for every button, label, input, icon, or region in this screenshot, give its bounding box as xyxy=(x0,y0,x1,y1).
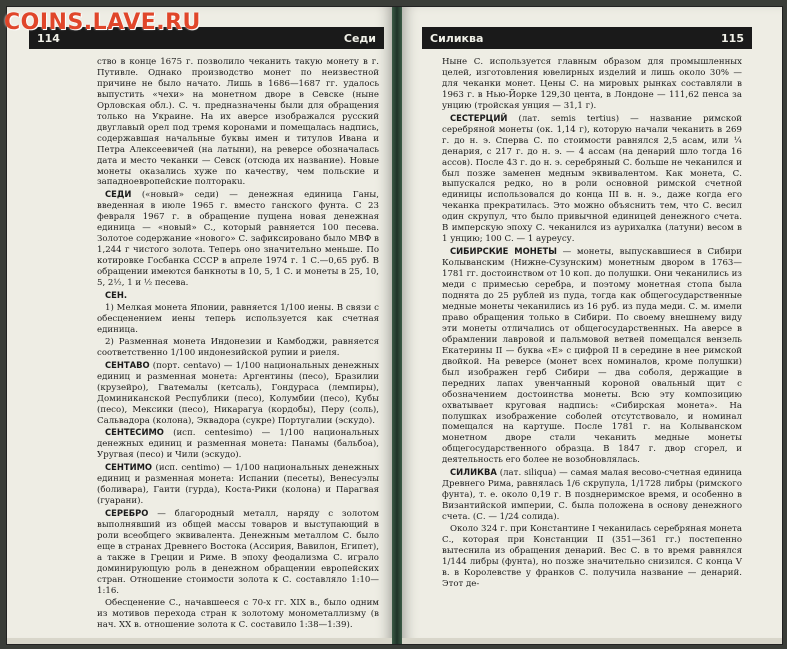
entry-headword: СЕДИ xyxy=(105,189,132,200)
right-page-edge xyxy=(402,638,782,644)
entry-text: — монеты, выпускавшиеся в Сибири Колыванским (Нижне-Сузунским) монетным двором в 1763—1781 гг. достоинством от 10 коп. до полушки. Они чеканились из меди с примесью серебра, и поэтому монетная стопа была поднята до 25 рублей из пуда, тогда как общегосударственные медные монеты чеканились из 16 руб. из пуда меди. С. м. имели право обращения только в Сибири. По своему внешнему виду эти монеты отличались от общегосударственных. На аверсе в обрамлении лавровой и пальмовой ветвей помещался вензель Екатерины II — буква «Е» с цифрой II в середине в нее римской двойкой. На реверсе (монет всех номиналов, кроме полушки) был изображен герб Сибири — два соболя, держащие в передних лапах увенчанный короной овальный щит с обозначением достоинства монеты. Всю эту композицию охватывает круговая надпись: «Сибирская монета». На полушках изображение соболей отсутствовало, и номинал помещался на картуше. После 1781 г. на Колыванском монетном дворе стали чеканить медные монеты общегосударственного образца. В 1847 г. двор сгорел, и деятельность его более не возобновлялась. xyxy=(442,247,742,466)
left-page-edge xyxy=(7,638,392,644)
dictionary-paragraph xyxy=(97,337,379,359)
dictionary-paragraph xyxy=(442,467,742,523)
dictionary-paragraph xyxy=(97,290,379,302)
right-page-number: 115 xyxy=(721,31,744,45)
dictionary-paragraph xyxy=(97,427,379,461)
left-running-head: Седи xyxy=(343,31,376,45)
right-text-column xyxy=(442,57,742,591)
dictionary-paragraph xyxy=(442,113,742,245)
dictionary-paragraph xyxy=(97,303,379,336)
entry-headword: СИБИРСКИЕ МОНЕТЫ xyxy=(450,246,557,257)
entry-headword: СЕСТЕРЦИЙ xyxy=(450,112,508,123)
book-spread xyxy=(6,6,783,645)
entry-headword: СИЛИКВА xyxy=(450,467,497,478)
left-page-number: 114 xyxy=(37,31,60,45)
entry-text: Около 324 г. при Константине I чеканилась серебряная монета С., которая при Констанции II (351—361 гг.) постепенно вытеснила из обращения денарий. Вес С. в то время равнялся 1/144 либры (фунта), но позже значительно снизился. С конца V в. в Королевстве у франков С. получила название — денарий. Этот де- xyxy=(442,524,742,589)
dictionary-paragraph xyxy=(442,524,742,590)
dictionary-paragraph xyxy=(97,508,379,597)
dictionary-paragraph xyxy=(442,246,742,466)
dictionary-paragraph xyxy=(97,57,379,188)
entry-text: ство в конце 1675 г. позволило чеканить такую монету в г. Путивле. Однако производство монет по неизвестной причине не было начато. Лишь в 1686—1687 гг. удалось выпустить «чехи» на монетном дворе в Севске (ныне Орловская обл.). С. ч. предназначены были для обращения только на Украине. На их аверсе изображался русский двуглавый орел под тремя коронами и помещалась надпись, содержавшая начальные буквы имен и титулов Ивана и Петра Алексеевичей (на латыни), на реверсе обозначалась дата и место чеканки — Севск (отсюда их название). Новые монеты оказались хуже по качеству, чем польские и западноевропейские полторакu. xyxy=(97,57,379,188)
entry-text: — благородный металл, наряду с золотом выполнявший из общей массы товаров и выступающий в роли всеобщего эквивалента. Денежным металлом С. было еще в странах Древнего Востока (Ассирия, Вавилон, Египет), а также в Греции и Риме. В эпоху феодализма С. играло доминирующую роль в денежном обращении европейских стран. Отношение стоимости золота к С. составляло 1:10—1:16. xyxy=(97,509,379,596)
dictionary-paragraph xyxy=(97,360,379,427)
left-text-column xyxy=(97,57,379,632)
dictionary-paragraph xyxy=(97,598,379,631)
entry-headword: СЕНТАВО xyxy=(105,359,150,370)
entry-headword: СЕН. xyxy=(105,290,128,301)
entry-text: (лат. semis tertius) — название римской серебряной монеты (ок. 1,14 г), которую начали чеканить в 269 г. до н. э. Сперва С. по стоимости равнялся 2,5 асам, или ¼ денария, с 217 г. до н. э. — 4 ассам (на денарий шло тогда 16 ассов). После 43 г. до н. э. серебряный С. больше не чеканился и был позже заменен медным эквивалентом. Как монета, С. выпускался редко, но в роли основной римской счетной единицы использовался до конца III в. н. э., даже когда его чеканка прекратилась. Это можно объяснить тем, что С. весил один скрупул, что было привычной единицей денежного счета. В имперскую эпоху С. чеканился из аурихалка (латуни) весом в 1 унцию; 100 С. — 1 ауреусу. xyxy=(442,113,742,245)
dictionary-paragraph xyxy=(97,189,379,289)
entry-headword: СЕНТИМО xyxy=(105,462,153,473)
entry-headword: СЕНТЕСИМО xyxy=(105,427,164,438)
book-spine xyxy=(392,7,402,644)
entry-text: (исп. centesimo) — 1/100 национальных денежных единиц и разменная монета: Панамы (бальбоа), Уругвая (песо) и Чили (эскудо). xyxy=(97,428,379,461)
entry-text: (исп. centimo) — 1/100 национальных денежных единиц и разменная монета: Испании (песеты), Венесуэлы (боливара), Гаити (гурда), Коста-Рики (колона) и Парагвая (гуарани). xyxy=(97,463,379,507)
entry-text: (лат. siliqua) — самая малая весово-счетная единица Древнего Рима, равнялась 1/6 скрупула, 1/1728 либры (римского фунта), т. е. около 0,19 г. В позднеримское время, и особенно в Византийской империи, С. была положена в основу денежного счета. (С. — 1/24 солида). xyxy=(442,468,742,523)
entry-headword: СЕРЕБРО xyxy=(105,508,149,519)
entry-text: (порт. centavo) — 1/100 национальных денежных единиц и разменная монета: Аргентины (песо), Бразилии (крузейро), Гватемалы (кетсаль), Гондураса (лемпиры), Доминиканской Республики (песо), Колумбии (песо), Кубы (песо), Мексики (песо), Никарагуа (кордобы), Перу (соль), Сальвадора (колона), Эквадора (сукре) Португалии (эскудо). xyxy=(97,360,379,426)
dictionary-paragraph xyxy=(97,462,379,507)
entry-text: 1) Мелкая монета Японии, равняется 1/100 иены. В связи с обесценением иены теперь используется как счетная единица. xyxy=(97,302,379,335)
entry-text: Обесценение С., начавшееся с 70-х гг. XIX в., было одним из мотивов перехода стран к золотому монометаллизму (в нач. XX в. отношение золота к С. составило 1:38—1:39). xyxy=(97,597,379,630)
site-watermark: COINS.LAVE.RU xyxy=(4,10,201,35)
entry-text: 2) Разменная монета Индонезии и Камбоджи, равняется соответственно 1/100 индонезийской рупии и риеля. xyxy=(97,336,379,358)
right-page-header xyxy=(422,27,752,49)
right-page xyxy=(402,7,782,644)
left-page xyxy=(7,7,392,644)
dictionary-paragraph xyxy=(442,57,742,112)
entry-text: («новый» седи) — денежная единица Ганы, введенная в июле 1965 г. вместо ганского фунта. С 23 февраля 1967 г. в обращение пущена новая денежная единица — «новый» С., который равняется 100 песева. Золотое содержание «нового» С. зафиксировано было МВФ в 1,244 г чистого золота. Теперь оно значительно меньше. По котировке Госбанка СССР в апреле 1974 г. 1 С.—0,65 руб. В обращении имеются банкноты в 10, 5, 1 С. и монеты в 25, 10, 5, 2½, 1 и ½ песева. xyxy=(97,190,379,289)
entry-text: Ныне С. используется главным образом для промышленных целей, изготовления ювелирных изделий и лишь около 30% — для чеканки монет. Цены С. на мировых рынках составляли в 1963 г. в Нью-Йорке 129,30 цента, в Лондоне — 111,62 пенса за унцию (тройская унция — 31,1 г). xyxy=(442,57,742,111)
right-running-head: Силиква xyxy=(430,31,484,45)
